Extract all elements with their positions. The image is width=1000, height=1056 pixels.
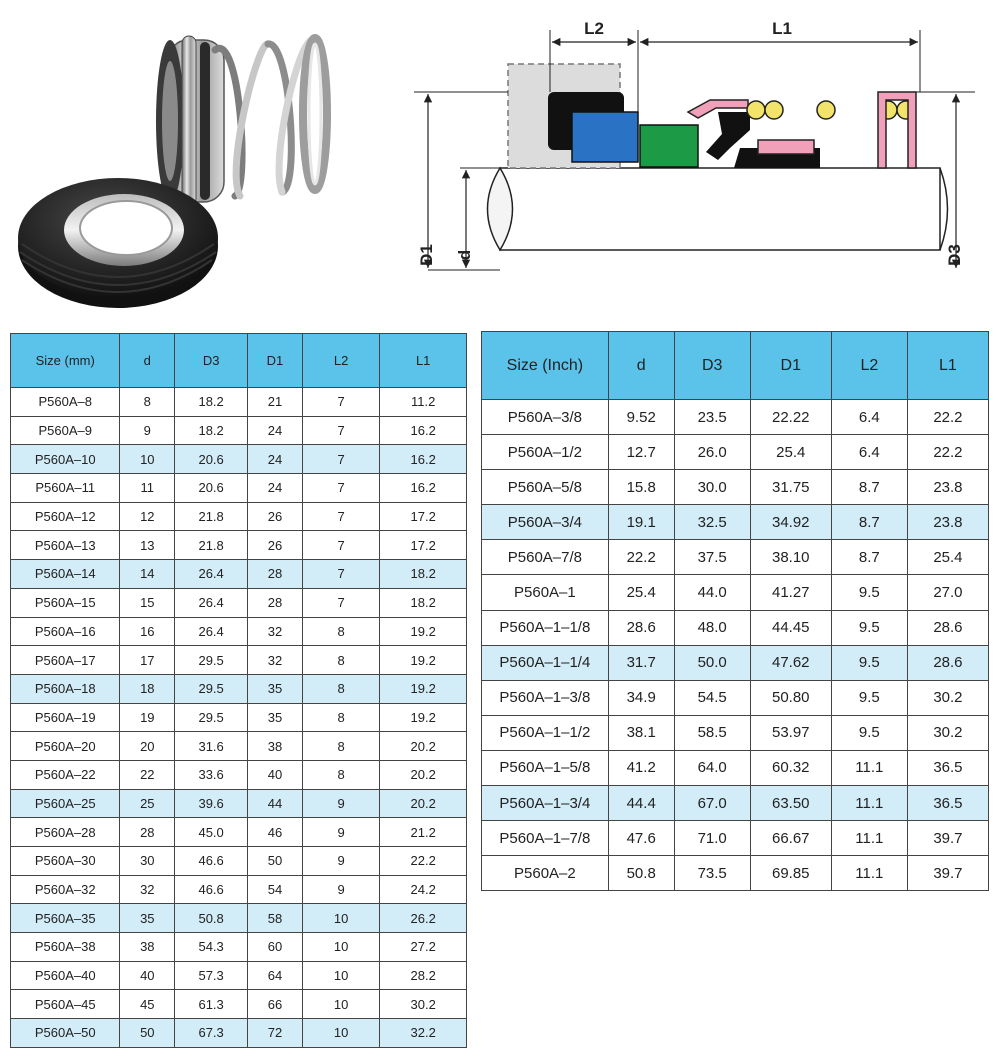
value-cell: 11 [120,474,175,503]
value-cell: 26.4 [175,560,248,589]
value-cell: 25.4 [608,575,674,610]
column-header: D3 [674,332,750,400]
value-cell: 17.2 [380,531,467,560]
metric-size-table [10,333,467,1048]
value-cell: 44.45 [750,610,831,645]
value-cell: 26.0 [674,435,750,470]
value-cell: 7 [302,416,380,445]
inch-size-table [481,331,989,891]
value-cell: 32.2 [380,1019,467,1048]
size-cell: P560A–14 [11,560,120,589]
value-cell: 9.5 [831,575,907,610]
value-cell: 44.4 [608,786,674,821]
value-cell: 8 [302,703,380,732]
table-row [11,588,467,617]
value-cell: 54.5 [674,680,750,715]
table-row [11,904,467,933]
value-cell: 20.2 [380,789,467,818]
size-cell: P560A–1–1/4 [482,645,609,680]
value-cell: 24.2 [380,875,467,904]
value-cell: 21.8 [175,502,248,531]
value-cell: 32 [248,646,303,675]
value-cell: 16 [120,617,175,646]
value-cell: 28.6 [907,610,988,645]
size-cell: P560A–19 [11,703,120,732]
value-cell: 8.7 [831,505,907,540]
value-cell: 26.4 [175,617,248,646]
column-header: L1 [380,334,467,388]
value-cell: 25.4 [750,435,831,470]
size-cell: P560A–1–7/8 [482,821,609,856]
size-cell: P560A–2 [482,856,609,891]
value-cell: 50 [120,1019,175,1048]
value-cell: 22.22 [750,400,831,435]
value-cell: 23.8 [907,470,988,505]
value-cell: 31.7 [608,645,674,680]
value-cell: 17 [120,646,175,675]
value-cell: 26 [248,502,303,531]
value-cell: 11.1 [831,821,907,856]
table-row [11,1019,467,1048]
size-cell: P560A–8 [11,388,120,417]
value-cell: 46.6 [175,847,248,876]
value-cell: 28.2 [380,961,467,990]
inch-header-row [482,332,989,400]
value-cell: 18.2 [380,588,467,617]
value-cell: 7 [302,502,380,531]
spring [215,38,327,196]
value-cell: 67.0 [674,786,750,821]
value-cell: 34.92 [750,505,831,540]
value-cell: 9 [302,847,380,876]
table-row [482,610,989,645]
table-row [11,703,467,732]
value-cell: 7 [302,588,380,617]
value-cell: 60.32 [750,750,831,785]
value-cell: 45 [120,990,175,1019]
value-cell: 33.6 [175,760,248,789]
value-cell: 35 [248,674,303,703]
value-cell: 10 [302,961,380,990]
size-cell: P560A–15 [11,588,120,617]
value-cell: 48.0 [674,610,750,645]
table-row [11,789,467,818]
value-cell: 30.2 [907,680,988,715]
column-header: D1 [248,334,303,388]
value-cell: 47.62 [750,645,831,680]
table-row [482,575,989,610]
inch-table-body [482,400,989,891]
value-cell: 39.7 [907,821,988,856]
value-cell: 20 [120,732,175,761]
value-cell: 50.80 [750,680,831,715]
table-row [11,617,467,646]
stationary-seat [18,178,218,308]
table-row [11,646,467,675]
value-cell: 72 [248,1019,303,1048]
value-cell: 41.2 [608,750,674,785]
value-cell: 67.3 [175,1019,248,1048]
table-row [11,502,467,531]
value-cell: 57.3 [175,961,248,990]
value-cell: 18 [120,674,175,703]
value-cell: 9 [302,875,380,904]
size-cell: P560A–28 [11,818,120,847]
value-cell: 29.5 [175,674,248,703]
value-cell: 64 [248,961,303,990]
value-cell: 29.5 [175,646,248,675]
value-cell: 44.0 [674,575,750,610]
label-l1: L1 [772,19,792,38]
value-cell: 28.6 [907,645,988,680]
size-cell: P560A–3/4 [482,505,609,540]
label-l2: L2 [584,19,604,38]
table-row [11,474,467,503]
column-header: D1 [750,332,831,400]
table-row [11,732,467,761]
shaft [488,168,948,250]
table-row [482,680,989,715]
value-cell: 60 [248,933,303,962]
value-cell: 19.2 [380,617,467,646]
value-cell: 10 [302,990,380,1019]
value-cell: 20.6 [175,445,248,474]
size-cell: P560A–11 [11,474,120,503]
value-cell: 20.2 [380,760,467,789]
table-row [11,416,467,445]
table-row [11,531,467,560]
value-cell: 54.3 [175,933,248,962]
size-cell: P560A–18 [11,674,120,703]
table-row [482,435,989,470]
value-cell: 26.4 [175,588,248,617]
value-cell: 8 [302,760,380,789]
size-cell: P560A–1–1/8 [482,610,609,645]
size-cell: P560A–1–5/8 [482,750,609,785]
table-row [482,715,989,750]
label-d1: D1 [417,244,436,266]
value-cell: 47.6 [608,821,674,856]
value-cell: 31.75 [750,470,831,505]
value-cell: 14 [120,560,175,589]
value-cell: 19 [120,703,175,732]
table-row [482,821,989,856]
value-cell: 11.1 [831,750,907,785]
bellows-green [640,125,698,167]
value-cell: 9.5 [831,715,907,750]
value-cell: 21.8 [175,531,248,560]
value-cell: 36.5 [907,786,988,821]
product-photo [0,0,400,320]
value-cell: 23.5 [674,400,750,435]
table-row [482,750,989,785]
value-cell: 21.2 [380,818,467,847]
value-cell: 66.67 [750,821,831,856]
size-cell: P560A–1–1/2 [482,715,609,750]
value-cell: 19.1 [608,505,674,540]
size-cell: P560A–22 [11,760,120,789]
value-cell: 21 [248,388,303,417]
value-cell: 41.27 [750,575,831,610]
table-row [482,645,989,680]
value-cell: 11.1 [831,856,907,891]
value-cell: 39.6 [175,789,248,818]
value-cell: 69.85 [750,856,831,891]
value-cell: 24 [248,416,303,445]
value-cell: 22.2 [380,847,467,876]
value-cell: 22 [120,760,175,789]
value-cell: 8 [302,732,380,761]
value-cell: 25.4 [907,540,988,575]
value-cell: 18.2 [175,388,248,417]
value-cell: 35 [120,904,175,933]
size-cell: P560A–45 [11,990,120,1019]
value-cell: 16.2 [380,474,467,503]
value-cell: 38 [248,732,303,761]
value-cell: 22.2 [907,435,988,470]
size-cell: P560A–1–3/8 [482,680,609,715]
value-cell: 9.5 [831,680,907,715]
value-cell: 9 [120,416,175,445]
seal-photo-illustration [0,0,400,320]
size-cell: P560A–35 [11,904,120,933]
table-row [482,540,989,575]
value-cell: 27.0 [907,575,988,610]
size-cell: P560A–32 [11,875,120,904]
value-cell: 34.9 [608,680,674,715]
value-cell: 50.8 [175,904,248,933]
value-cell: 25 [120,789,175,818]
size-cell: P560A–9 [11,416,120,445]
value-cell: 10 [302,904,380,933]
value-cell: 19.2 [380,674,467,703]
size-cell: P560A–17 [11,646,120,675]
value-cell: 31.6 [175,732,248,761]
value-cell: 30.0 [674,470,750,505]
value-cell: 39.7 [907,856,988,891]
value-cell: 38 [120,933,175,962]
column-header: d [120,334,175,388]
size-cell: P560A–25 [11,789,120,818]
value-cell: 36.5 [907,750,988,785]
size-cell: P560A–12 [11,502,120,531]
value-cell: 15 [120,588,175,617]
size-cell: P560A–1/2 [482,435,609,470]
table-row [482,470,989,505]
value-cell: 40 [120,961,175,990]
value-cell: 58.5 [674,715,750,750]
table-row [11,560,467,589]
value-cell: 12.7 [608,435,674,470]
rotating-head [156,36,224,206]
value-cell: 45.0 [175,818,248,847]
value-cell: 9.5 [831,610,907,645]
value-cell: 50 [248,847,303,876]
value-cell: 6.4 [831,400,907,435]
table-row [11,760,467,789]
value-cell: 9.52 [608,400,674,435]
value-cell: 9 [302,818,380,847]
value-cell: 12 [120,502,175,531]
value-cell: 32 [120,875,175,904]
value-cell: 13 [120,531,175,560]
value-cell: 32.5 [674,505,750,540]
value-cell: 16.2 [380,445,467,474]
value-cell: 8.7 [831,540,907,575]
label-d: d [455,249,474,261]
column-header: Size (Inch) [482,332,609,400]
value-cell: 7 [302,560,380,589]
value-cell: 29.5 [175,703,248,732]
column-header: D3 [175,334,248,388]
value-cell: 26 [248,531,303,560]
value-cell: 24 [248,474,303,503]
table-row [11,875,467,904]
size-cell: P560A–13 [11,531,120,560]
value-cell: 26.2 [380,904,467,933]
column-header: d [608,332,674,400]
value-cell: 37.5 [674,540,750,575]
value-cell: 18.2 [380,560,467,589]
value-cell: 46 [248,818,303,847]
table-row [482,505,989,540]
value-cell: 24 [248,445,303,474]
value-cell: 27.2 [380,933,467,962]
value-cell: 18.2 [175,416,248,445]
value-cell: 30.2 [907,715,988,750]
table-row [11,674,467,703]
value-cell: 30.2 [380,990,467,1019]
table-row [11,961,467,990]
value-cell: 50.0 [674,645,750,680]
value-cell: 38.10 [750,540,831,575]
table-row [482,856,989,891]
table-row [482,400,989,435]
size-cell: P560A–1 [482,575,609,610]
value-cell: 8 [120,388,175,417]
value-cell: 50.8 [608,856,674,891]
value-cell: 6.4 [831,435,907,470]
value-cell: 66 [248,990,303,1019]
size-cell: P560A–30 [11,847,120,876]
value-cell: 15.8 [608,470,674,505]
value-cell: 28.6 [608,610,674,645]
value-cell: 63.50 [750,786,831,821]
value-cell: 53.97 [750,715,831,750]
value-cell: 8.7 [831,470,907,505]
dimension-drawing [400,0,1000,320]
table-row [11,818,467,847]
value-cell: 19.2 [380,646,467,675]
value-cell: 64.0 [674,750,750,785]
value-cell: 7 [302,531,380,560]
rotary-face [572,112,638,162]
value-cell: 54 [248,875,303,904]
value-cell: 10 [302,1019,380,1048]
value-cell: 38.1 [608,715,674,750]
seal-cross-section-diagram [400,0,1000,320]
size-cell: P560A–3/8 [482,400,609,435]
value-cell: 61.3 [175,990,248,1019]
size-cell: P560A–5/8 [482,470,609,505]
column-header: L2 [302,334,380,388]
value-cell: 9 [302,789,380,818]
table-row [482,786,989,821]
size-cell: P560A–38 [11,933,120,962]
size-cell: P560A–40 [11,961,120,990]
value-cell: 28 [248,560,303,589]
size-cell: P560A–10 [11,445,120,474]
value-cell: 46.6 [175,875,248,904]
size-cell: P560A–20 [11,732,120,761]
value-cell: 7 [302,388,380,417]
value-cell: 20.6 [175,474,248,503]
size-cell: P560A–50 [11,1019,120,1048]
table-row [11,933,467,962]
table-row [11,847,467,876]
value-cell: 9.5 [831,645,907,680]
value-cell: 8 [302,674,380,703]
value-cell: 20.2 [380,732,467,761]
metric-header-row [11,334,467,388]
size-cell: P560A–16 [11,617,120,646]
table-row [11,445,467,474]
value-cell: 40 [248,760,303,789]
table-row [11,388,467,417]
table-row [11,990,467,1019]
value-cell: 71.0 [674,821,750,856]
column-header: L2 [831,332,907,400]
value-cell: 11.2 [380,388,467,417]
label-d3: D3 [945,244,964,266]
column-header: Size (mm) [11,334,120,388]
value-cell: 10 [302,933,380,962]
value-cell: 11.1 [831,786,907,821]
value-cell: 10 [120,445,175,474]
value-cell: 23.8 [907,505,988,540]
value-cell: 7 [302,445,380,474]
value-cell: 19.2 [380,703,467,732]
value-cell: 16.2 [380,416,467,445]
value-cell: 8 [302,617,380,646]
value-cell: 28 [248,588,303,617]
value-cell: 30 [120,847,175,876]
spring-section [747,101,915,119]
value-cell: 7 [302,474,380,503]
value-cell: 22.2 [907,400,988,435]
value-cell: 32 [248,617,303,646]
spring-retainer [878,92,916,168]
value-cell: 35 [248,703,303,732]
value-cell: 8 [302,646,380,675]
value-cell: 22.2 [608,540,674,575]
value-cell: 58 [248,904,303,933]
column-header: L1 [907,332,988,400]
value-cell: 28 [120,818,175,847]
value-cell: 17.2 [380,502,467,531]
value-cell: 73.5 [674,856,750,891]
metric-table-body [11,388,467,1048]
size-cell: P560A–1–3/4 [482,786,609,821]
value-cell: 44 [248,789,303,818]
size-cell: P560A–7/8 [482,540,609,575]
